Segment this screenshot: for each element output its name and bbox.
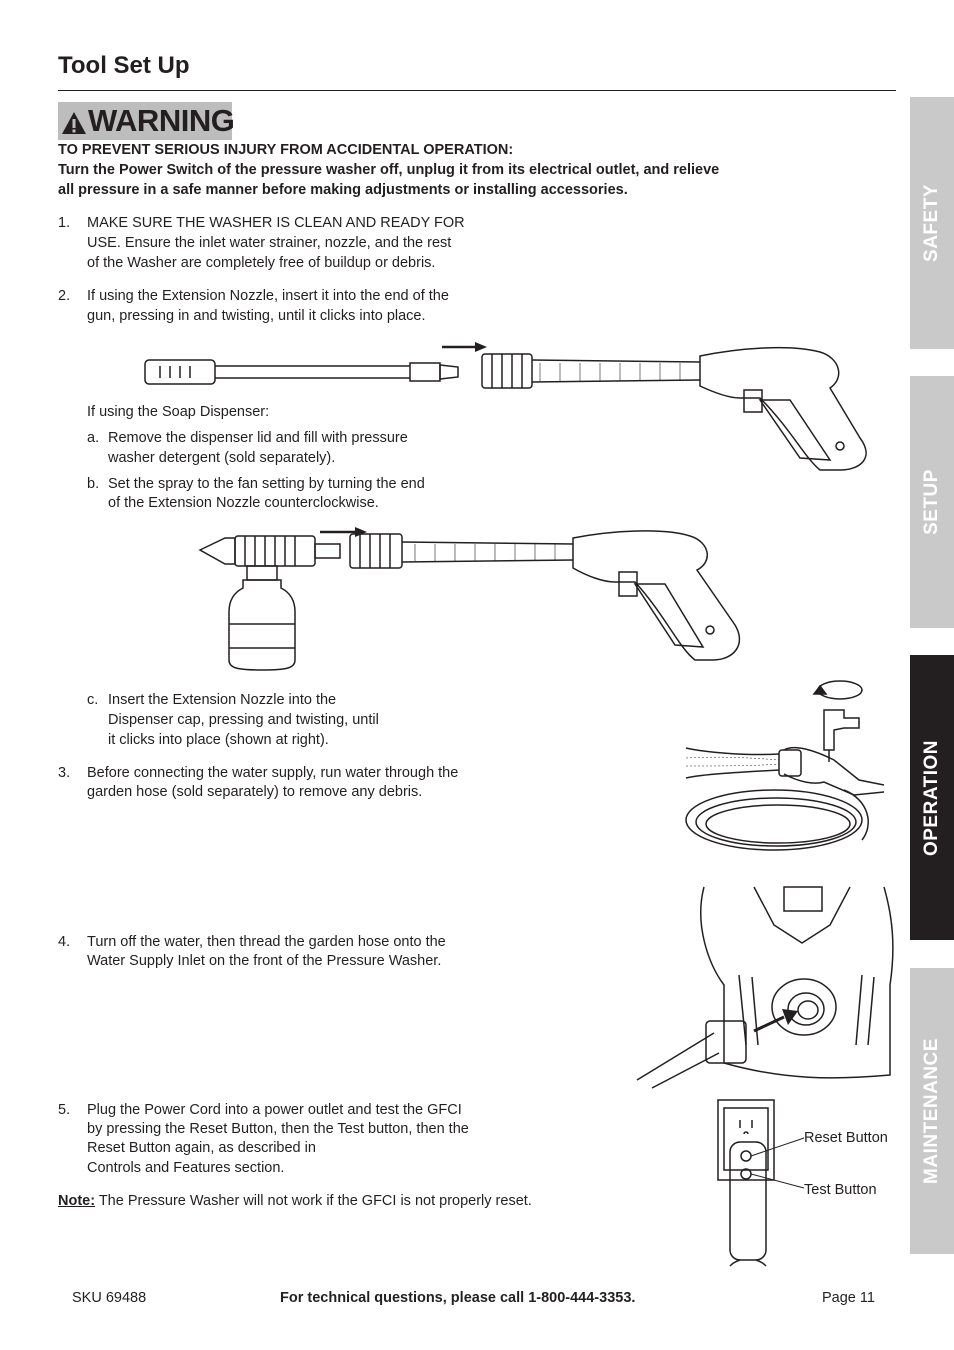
reset-button-callout: Reset Button [804,1130,888,1146]
soap-c-line-2: Dispenser cap, pressing and twisting, until [108,712,379,728]
note [58,1191,532,1211]
warning-line-3: all pressure in a safe manner before making adjustments or installing accessories. [58,182,628,198]
tab-maintenance[interactable] [910,968,954,1254]
footer-phone: For technical questions, please call 1-800-444-3353. [280,1290,636,1306]
note-label: Note: [58,1193,96,1209]
tab-safety[interactable] [910,97,954,349]
step-5-line-3: Reset Button again, as described in [87,1140,316,1156]
soap-b-letter: b. [87,476,100,492]
tab-setup[interactable] [910,376,954,628]
step-1-line-1: MAKE SURE THE WASHER IS CLEAN AND READY FOR [87,215,465,231]
warning-line-1: TO PREVENT SERIOUS INJURY FROM ACCIDENTAL OPERATION: [58,142,514,158]
insert-arrow-icon [442,342,487,352]
step-4-number: 4. [58,934,71,950]
step-5-line-1: Plug the Power Cord into a power outlet and test the GFCI [87,1102,462,1118]
soap-a-line-2: washer detergent (sold separately). [108,450,336,466]
water-supply-inlet-illustration [634,885,900,1090]
soap-a-line-1: Remove the dispenser lid and fill with pressure [108,430,408,446]
step-5-line-2: by pressing the Reset Button, then the Test button, then the [87,1121,469,1137]
step-3-line-1: Before connecting the water supply, run water through the [87,765,459,781]
soap-b-line-1: Set the spray to the fan setting by turning the end [108,476,425,492]
step-3-line-2: garden hose (sold separately) to remove any debris. [87,784,423,800]
warning-label: WARNING [88,103,235,138]
step-5-number: 5. [58,1102,71,1118]
tab-operation-label: OPERATION [921,739,942,856]
soap-c-letter: c. [87,692,99,708]
step-1-line-3: of the Washer are completely free of buildup or debris. [87,255,436,271]
soap-c-line-1: Insert the Extension Nozzle into the [108,692,337,708]
footer-sku: SKU 69488 [72,1290,147,1306]
warning-line-2: Turn the Power Switch of the pressure washer off, unplug it from its electrical outlet, and relieve [58,162,720,178]
note-text: The Pressure Washer will not work if the GFCI is not properly reset. [95,1193,532,1209]
step-2-line-1: If using the Extension Nozzle, insert it into the end of the [87,288,449,304]
tab-maintenance-label: MAINTENANCE [921,1038,942,1184]
step-2-number: 2. [58,288,71,304]
insert-arrow-icon [754,1009,798,1031]
soap-intro: If using the Soap Dispenser: [87,404,270,420]
warning-triangle-icon [61,111,87,135]
step-3-number: 3. [58,765,71,781]
gfci-plug-illustration [716,1098,806,1266]
reset-leader-line [751,1138,804,1156]
tab-safety-label: SAFETY [921,184,942,262]
soap-dispenser-gun-illustration [195,520,755,690]
rotate-arrow-icon [814,681,862,699]
soap-a-letter: a. [87,430,100,446]
tab-operation[interactable] [910,655,954,940]
soap-c-line-3: it clicks into place (shown at right). [108,732,329,748]
test-button-callout: Test Button [804,1182,877,1198]
page-title: Tool Set Up [58,52,190,79]
test-leader-line [751,1174,804,1188]
step-5-line-4: Controls and Features section. [87,1160,285,1176]
step-2-line-2: gun, pressing in and twisting, until it clicks into place. [87,308,426,324]
soap-b-line-2: of the Extension Nozzle counterclockwise. [108,495,379,511]
step-1-line-2: USE. Ensure the inlet water strainer, nozzle, and the rest [87,235,452,251]
step-4-line-1: Turn off the water, then thread the garden hose onto the [87,934,446,950]
tab-setup-label: SETUP [921,469,942,535]
footer-page-number: Page 11 [822,1290,875,1306]
title-rule [58,90,896,91]
step-1-number: 1. [58,215,71,231]
garden-hose-faucet-illustration [684,670,900,870]
step-4-line-2: Water Supply Inlet on the front of the Pressure Washer. [87,953,442,969]
